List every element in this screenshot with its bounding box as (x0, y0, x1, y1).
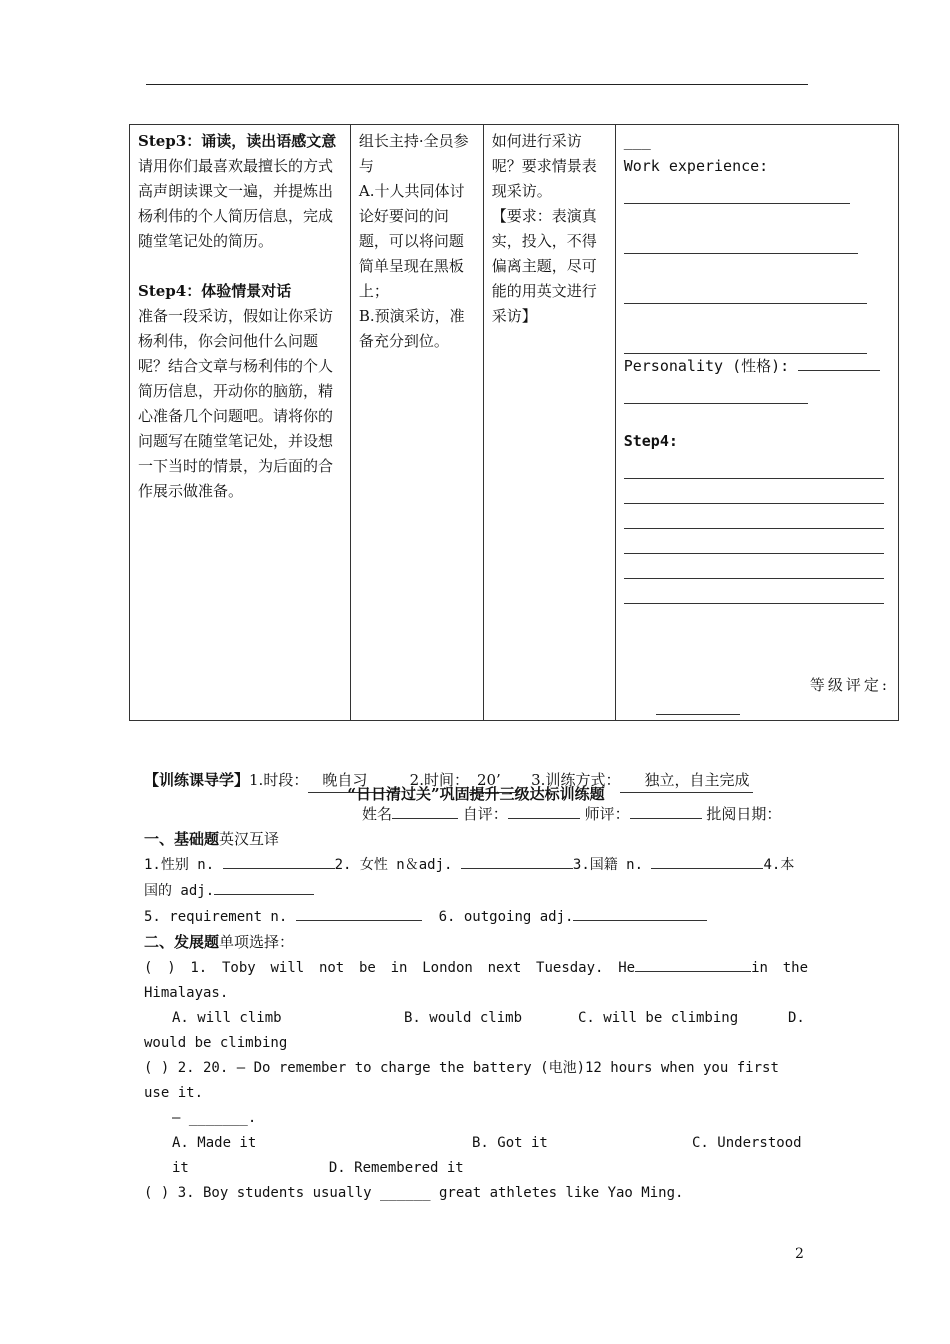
right-margin-column (898, 125, 899, 721)
worksheet-title: “日日清过关”巩固提升三级达标训练题 (347, 785, 605, 803)
answer-line[interactable] (624, 379, 808, 404)
step3-title: Step3：诵读，读出语感文意 (138, 132, 337, 150)
requirement-column (483, 125, 615, 721)
mcq1-option-a[interactable]: A. will climb (172, 1010, 282, 1026)
vocab-q6: 6. outgoing adj. (438, 909, 574, 925)
vocab-q4: 4.本国的 adj. (144, 857, 795, 899)
step4-title: Step4：体验情景对话 (138, 282, 292, 300)
method-value: 独立，自主完成 (620, 768, 753, 793)
work-experience-label: Work experience: (623, 157, 769, 175)
step3-text: 请用你们最喜欢最擅长的方式高声朗读课文一遍，并提炼出杨利伟的个人简历信息，完成随堂笔记处的简历。 (138, 157, 334, 250)
answer-line[interactable] (624, 529, 884, 554)
org-line-2: A.十人共同体讨论好要问的问题，可以将问题简单呈现在黑板上； (358, 182, 465, 300)
mcq2-option-b[interactable]: B. Got it (472, 1135, 548, 1151)
answer-line[interactable] (624, 554, 884, 579)
name-label: 姓名 (362, 805, 393, 823)
mcq2-option-d[interactable]: D. Remembered it (328, 1160, 464, 1176)
training-heading: 【训练课导学】 (144, 771, 250, 789)
mcq2-option-c[interactable]: C. Understood it (172, 1135, 802, 1176)
notes-top-blank: ___ (623, 132, 651, 150)
page-number: 2 (795, 1246, 804, 1262)
mcq1-stem-end: in the Himalayas. (144, 960, 808, 1001)
answer-line[interactable] (624, 454, 884, 479)
answer-line[interactable] (624, 329, 867, 354)
step4-notes-label: Step4: (623, 432, 678, 450)
section1-heading: 一、基础题 (144, 830, 220, 848)
duration-label: 2.时间： (409, 771, 469, 789)
answer-blank[interactable] (461, 852, 573, 869)
duration-value: 20’ (469, 768, 517, 793)
answer-line[interactable] (624, 479, 884, 504)
answer-line[interactable] (624, 504, 884, 529)
answer-line[interactable] (798, 354, 880, 371)
section2-subheading: 单项选择： (219, 933, 295, 951)
personality-label: Personality (性格): (623, 357, 790, 375)
rating-label: 等级评定: (809, 676, 890, 694)
answer-blank[interactable] (223, 852, 335, 869)
notes-column (615, 125, 898, 721)
answer-blank[interactable] (635, 955, 751, 972)
organization-column (350, 125, 483, 721)
mcq3-stem: ( ) 3. Boy students usually ______ great athletes like Yao Ming. (144, 1185, 684, 1201)
req-line-1: 如何进行采访呢？要求情景表现采访。 (491, 132, 597, 200)
mcq1-option-b[interactable]: B. would climb (404, 1010, 523, 1026)
method-label: 3.训练方式： (531, 771, 621, 789)
lesson-table (129, 124, 899, 721)
section2-heading: 二、发展题 (144, 933, 220, 951)
org-line-1: 组长主持·全员参与 (358, 132, 469, 175)
step4-text: 准备一段采访，假如让你采访杨利伟，你会问他什么问题呢？结合文章与杨利伟的个人简历信息，开动你的脑筋，精心准备几个问题吧。请将你的问题写在随堂笔记处，并设想一下当时的情景，为后面的合作展示做准备。 (138, 307, 334, 500)
answer-line[interactable] (624, 579, 884, 604)
review-date-label: 批阅日期： (706, 805, 782, 823)
req-line-2: 【要求：表演真实，投入，不得偏离主题，尽可能的用英文进行采访】 (491, 207, 597, 325)
rating-blank[interactable] (656, 698, 740, 715)
mcq1-stem: ( ) 1. Toby will not be in London next Tuesday. He (144, 960, 636, 976)
name-blank[interactable] (392, 802, 458, 819)
self-eval-blank[interactable] (508, 802, 580, 819)
activity-column (130, 125, 351, 721)
mcq1-option-c[interactable]: C. will be climbing (578, 1010, 739, 1026)
vocab-q3: 3.国籍 n. (572, 857, 644, 873)
teacher-eval-blank[interactable] (630, 802, 702, 819)
vocab-q1: 1.性别 n. (144, 857, 215, 873)
answer-blank[interactable] (651, 852, 763, 869)
rating-row (624, 673, 890, 723)
answer-blank[interactable] (296, 904, 422, 921)
time-slot-label: 1.时段： (249, 771, 309, 789)
mcq2-reply: — _______. (172, 1110, 257, 1126)
section1-subheading: 英汉互译 (219, 830, 280, 848)
training-section (144, 768, 808, 1206)
vocab-q2: 2. 女性 n＆adj. (334, 857, 453, 873)
mcq2-option-a[interactable]: A. Made it (172, 1135, 257, 1151)
org-line-3: B.预演采访，准备充分到位。 (358, 307, 465, 350)
answer-line[interactable] (624, 179, 850, 204)
answer-line[interactable] (624, 279, 867, 304)
teacher-eval-label: 师评： (584, 805, 630, 823)
answer-blank[interactable] (214, 878, 314, 895)
self-eval-label: 自评： (462, 805, 508, 823)
answer-blank[interactable] (573, 904, 707, 921)
header-rule (146, 84, 808, 85)
vocab-q5: 5. requirement n. (144, 909, 288, 925)
time-slot-value: 晚自习 (308, 768, 395, 793)
answer-line[interactable] (624, 229, 858, 254)
mcq1-option-d[interactable]: D. would be climbing (144, 1010, 805, 1051)
mcq2-stem: ( ) 2. 20. — Do remember to charge the battery (电池)12 hours when you first use it. (144, 1060, 779, 1101)
